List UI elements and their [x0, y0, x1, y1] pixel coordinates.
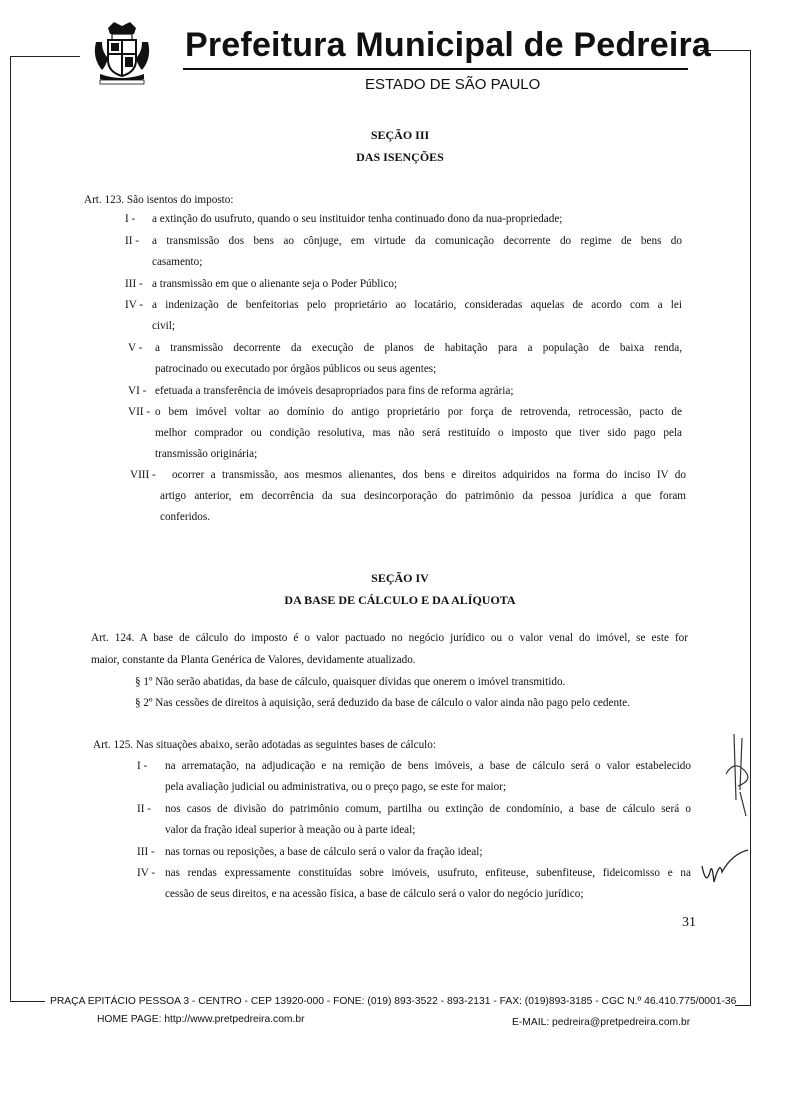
page-title: Prefeitura Municipal de Pedreira — [185, 26, 712, 64]
item-number: VIII - — [130, 469, 156, 481]
item-text: nos casos de divisão do patrimônio comum, partilha ou extinção de condomínio, a base de cálculo será o — [165, 803, 691, 815]
frame-line — [10, 56, 80, 57]
page-number: 31 — [682, 915, 696, 930]
item-text: civil; — [152, 320, 175, 332]
item-number: I - — [137, 760, 148, 772]
title-underline — [183, 68, 688, 70]
section-subheading: DA BASE DE CÁLCULO E DA ALÍQUOTA — [284, 593, 516, 607]
paragraph-text: § 2º Nas cessões de direitos à aquisição, será deduzido da base de cálculo o valor ainda não pago pelo cedente. — [135, 697, 630, 709]
item-text: melhor comprador ou condição resolutiva, mas não será restituído o imposto que tiver sido pago pela — [155, 427, 682, 439]
item-text: o bem imóvel voltar ao domínio do antigo proprietário por força de retrovenda, retrocessão, pacto de — [155, 406, 682, 418]
section-heading: SEÇÃO III — [370, 128, 430, 142]
item-number: I - — [125, 213, 136, 225]
item-text: conferidos. — [160, 511, 211, 523]
section-subheading: DAS ISENÇÕES — [356, 150, 444, 164]
frame-line — [10, 56, 11, 1001]
item-number: VII - — [128, 406, 151, 418]
item-text: efetuada a transferência de imóveis desapropriados para fins de reforma agrária; — [155, 385, 514, 397]
article-intro: Art. 123. São isentos do imposto: — [84, 194, 234, 206]
item-text: a indenização de benfeitorias pelo proprietário ao locatário, consideradas aquelas de acordo com a lei — [152, 299, 682, 311]
item-text: artigo anterior, em decorrência da sua desincorporação do patrimônio da pessoa jurídica a que foram — [160, 490, 686, 502]
item-text: a transmissão em que o alienante seja o Poder Público; — [152, 278, 398, 290]
item-number: II - — [125, 235, 139, 247]
item-number: IV - — [125, 299, 144, 311]
item-text: na arrematação, na adjudicação e na remição de bens imóveis, a base de cálculo será o valor estabelecido — [165, 760, 691, 772]
footer-email: E-MAIL: pedreira@pretpedreira.com.br — [512, 1017, 691, 1028]
item-text: pela avaliação judicial ou administrativa, ou o preço pago, se este for maior; — [165, 781, 507, 793]
item-number: V - — [128, 342, 143, 354]
item-text: ocorrer a transmissão, aos mesmos alienantes, dos bens e direitos adquiridos na forma do inciso IV do — [172, 469, 686, 481]
footer-homepage: HOME PAGE: http://www.pretpedreira.com.br — [97, 1014, 305, 1025]
item-text: nas rendas expressamente constituídas sobre imóveis, usufruto, enfiteuse, subenfiteuse, fideicomisso e na — [165, 867, 691, 879]
article-intro: Art. 125. Nas situações abaixo, serão adotadas as seguintes bases de cálculo: — [93, 739, 436, 751]
signature-mark — [698, 842, 758, 892]
item-text: valor da fração ideal superior à meação ou à parte ideal; — [165, 824, 416, 836]
coat-of-arms-icon — [88, 18, 156, 86]
item-text: patrocinado ou executado por órgãos públicos ou seus agentes; — [155, 363, 437, 375]
item-text: casamento; — [152, 256, 203, 268]
item-text: transmissão originária; — [155, 448, 258, 460]
signature-mark — [720, 730, 760, 820]
item-text: a transmissão decorrente da execução de planos de habitação para a população de baixa renda, — [155, 342, 682, 354]
item-text: a extinção do usufruto, quando o seu instituidor tenha continuado dono da nua-propriedade; — [152, 213, 563, 225]
page-subtitle: ESTADO DE SÃO PAULO — [365, 76, 541, 93]
item-text: cessão de seus direitos, e na acessão física, a base de cálculo será o valor do negócio jurídico; — [165, 888, 584, 900]
article-text: maior, constante da Planta Genérica de Valores, devidamente atualizado. — [91, 654, 416, 666]
paragraph-text: § 1º Não serão abatidas, da base de cálculo, quaisquer dívidas que onerem o imóvel transmitido. — [135, 676, 566, 688]
article-text: Art. 124. A base de cálculo do imposto é o valor pactuado no negócio jurídico ou o valor venal do imóvel, se este for — [91, 632, 688, 644]
item-number: IV - — [137, 867, 156, 879]
item-text: nas tornas ou reposições, a base de cálculo será o valor da fração ideal; — [165, 846, 483, 858]
footer-address: PRAÇA EPITÁCIO PESSOA 3 - CENTRO - CEP 13920-000 - FONE: (019) 893-3522 - 893-2131 - FAX: (019)893-3185 - CGC N.º 46.410.775/0001-36 — [50, 996, 737, 1007]
frame-line — [735, 1005, 751, 1006]
item-number: III - — [125, 278, 143, 290]
item-text: a transmissão dos bens ao cônjuge, em virtude da comunicação decorrente do regime de bens do — [152, 235, 682, 247]
item-number: III - — [137, 846, 155, 858]
item-number: VI - — [128, 385, 147, 397]
item-number: II - — [137, 803, 151, 815]
section-heading: SEÇÃO IV — [371, 571, 429, 585]
frame-line — [10, 1001, 45, 1002]
